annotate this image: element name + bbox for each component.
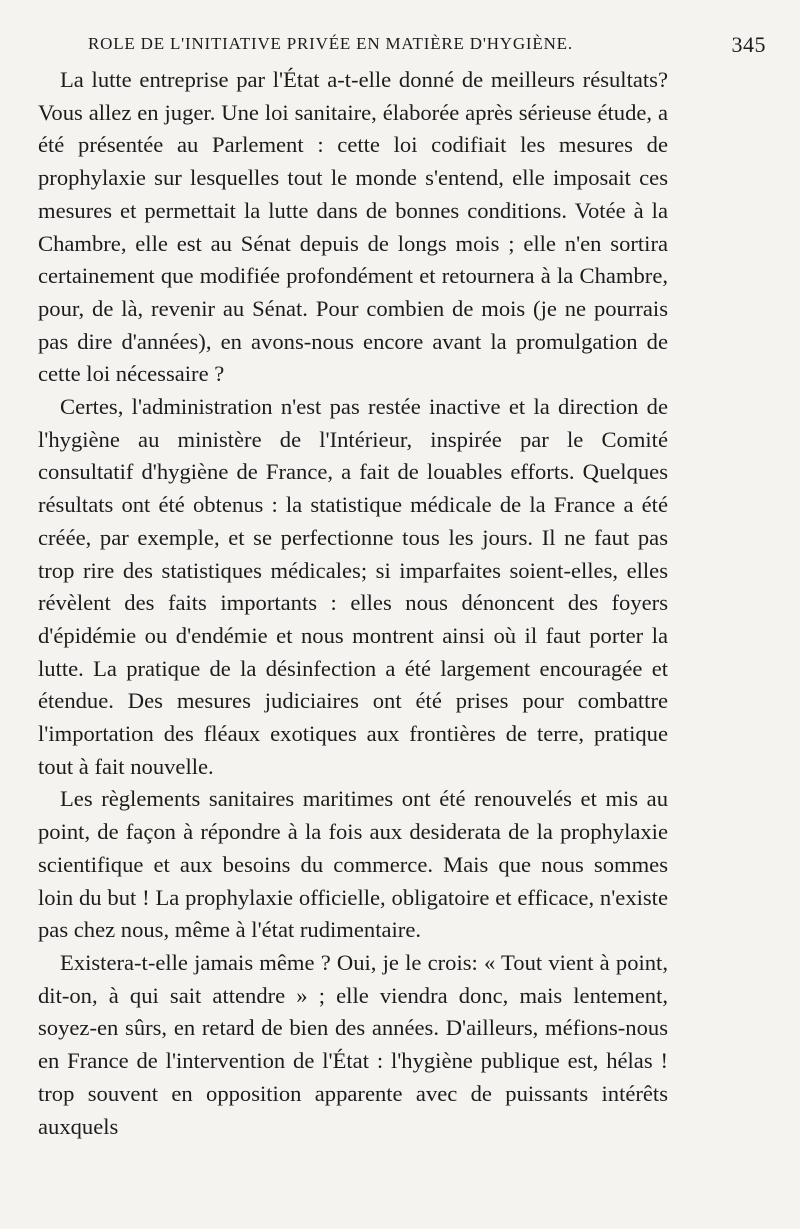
paragraph: Existera-t-elle jamais même ? Oui, je le crois: « Tout vient à point, dit-on, à qui sait attendre » ; elle viendra donc, mais lentement, soyez-en sûrs, en retard de bien des années. D'ailleurs, méfions-nous en France de l'intervention de l'État : l'hygiène publique est, hélas ! trop souvent en opposition apparente avec de puissants intérêts auxquels — [38, 949, 668, 1139]
page-number: 345 — [731, 32, 766, 57]
running-header — [88, 34, 776, 60]
paragraph: La lutte entreprise par l'État a-t-elle donné de meilleurs résultats? Vous allez en juger. Une loi sanitaire, élaborée après sérieuse étude, a été présentée au Parlement : cette loi codifiait les mesures de prophylaxie sur lesquelles tout le monde s'entend, elle imposait ces mesures et permettait la lutte dans de bonnes conditions. Votée à la Chambre, elle est au Sénat depuis de longs mois ; elle n'en sortira certainement que modifiée profondément et retournera à la Chambre, pour, de là, revenir au Sénat. Pour combien de mois (je ne pourrais pas dire d'années), en avons-nous encore avant la promulgation de cette loi nécessaire ? — [38, 67, 668, 387]
paragraph: Les règlements sanitaires maritimes ont été renouvelés et mis au point, de façon à répondre à la fois aux desiderata de la prophylaxie scientifique et aux besoins du commerce. Mais que nous sommes loin du but ! La prophylaxie officielle, obligatoire et efficace, n'existe pas chez nous, même à l'état rudimentaire. — [38, 786, 668, 943]
body-text — [38, 64, 668, 1143]
running-title: ROLE DE L'INITIATIVE PRIVÉE EN MATIÈRE D'HYGIÈNE. — [88, 34, 573, 53]
paragraph: Certes, l'administration n'est pas restée inactive et la direction de l'hygiène au ministère de l'Intérieur, inspirée par le Comité consultatif d'hygiène de France, a fait de louables efforts. Quelques résultats ont été obtenus : la statistique médicale de la France a été créée, par exemple, et se perfectionne tous les jours. Il ne faut pas trop rire des statistiques médicales; si imparfaites soient-elles, elles révèlent des faits importants : elles nous dénoncent des foyers d'épidémie ou d'endémie et nous montrent ainsi où il faut porter la lutte. La pratique de la désinfection a été largement encouragée et étendue. Des mesures judiciaires ont été prises pour combattre l'importation des fléaux exotiques aux frontières de terre, pratique tout à fait nouvelle. — [38, 394, 668, 779]
